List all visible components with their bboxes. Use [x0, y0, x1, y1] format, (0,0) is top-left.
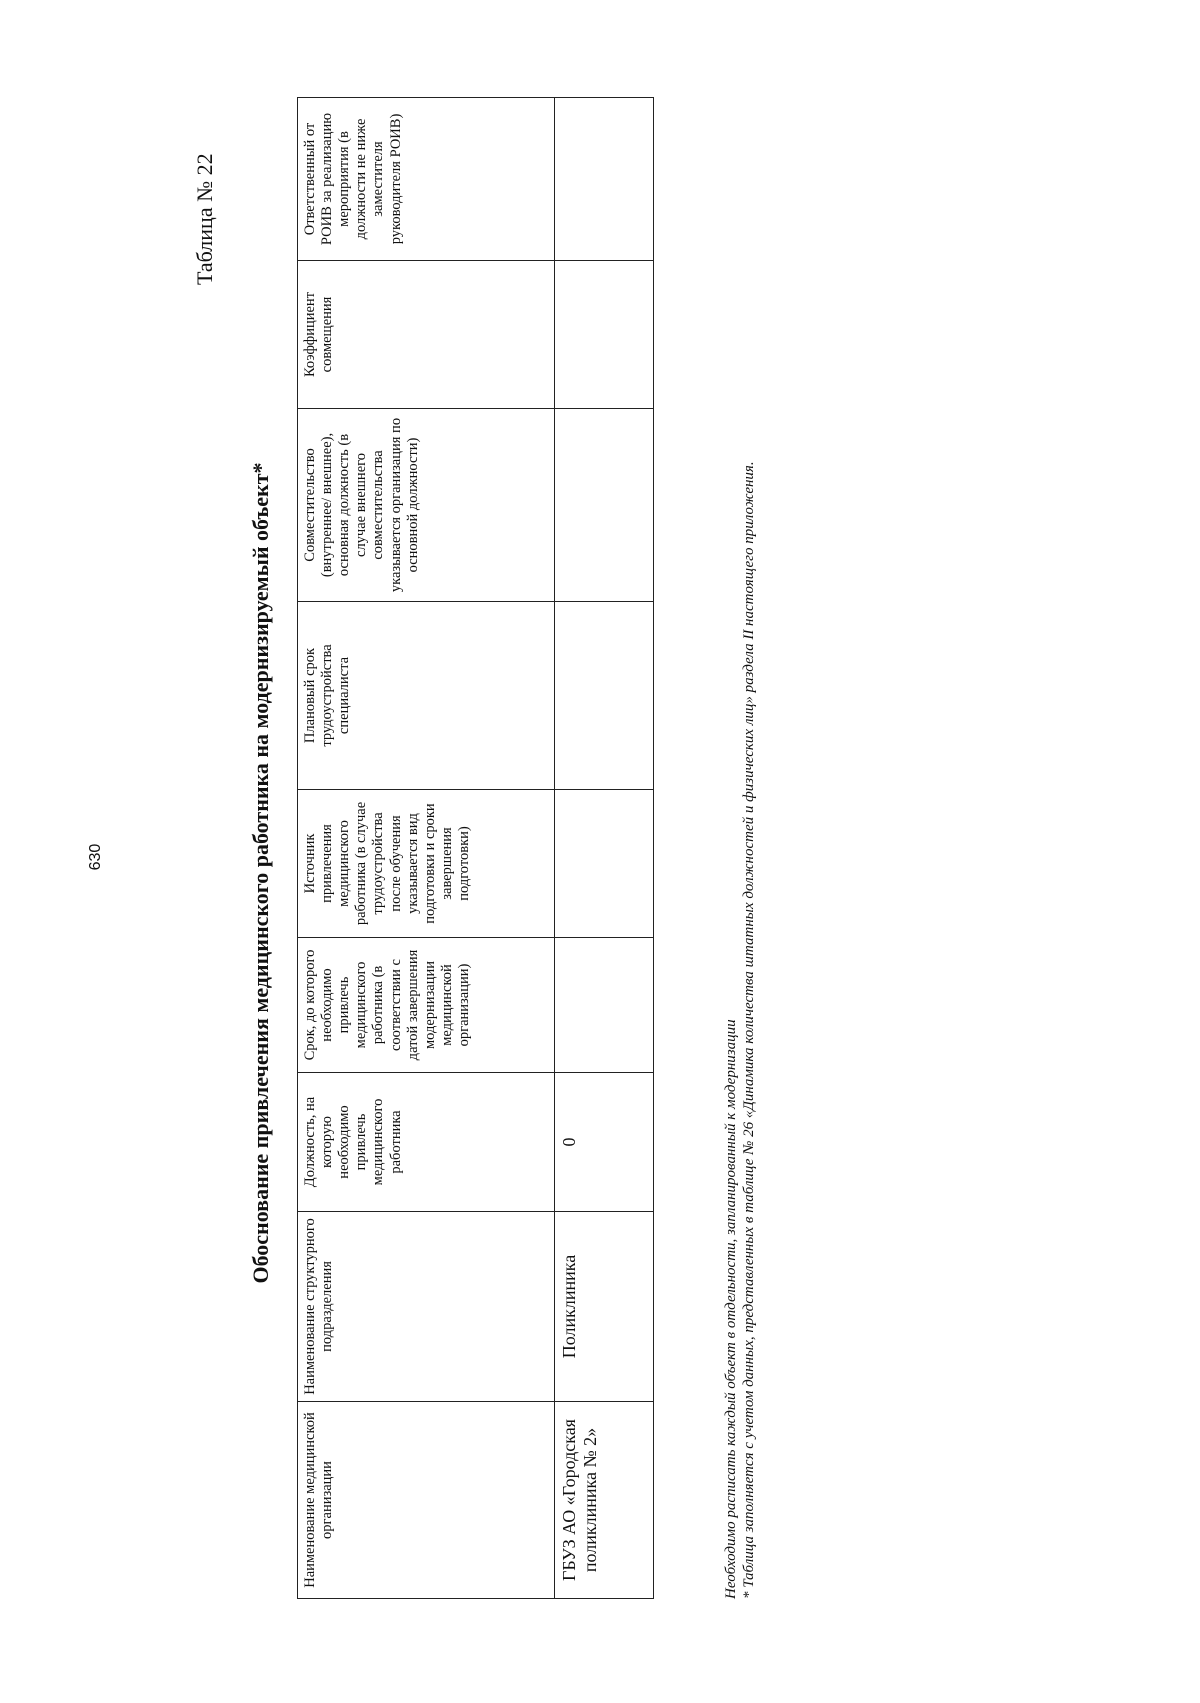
- table-row: [555, 98, 654, 1599]
- note-asterisk: * Таблица заполняется с учетом данных, представленных в таблице № 26 «Динамика количества штатных должностей и физических лиц» раздела II настоящего приложения.: [741, 461, 758, 1599]
- document-title: Обоснование привлечения медицинского работника на модернизируемый объект*: [248, 462, 273, 1284]
- note-line: Необходимо расписать каждый объект в отдельности, запланированный к модернизации: [723, 1019, 739, 1599]
- table-cell: 0: [555, 1073, 654, 1212]
- table-cell: [555, 409, 654, 602]
- table-cell: ГБУЗ АО «Городская поликлиника № 2»: [555, 1402, 654, 1599]
- header-cell: Коэффициент совмещения: [298, 261, 555, 409]
- table-cell: [555, 938, 654, 1073]
- header-cell: Ответственный от РОИВ за реализацию мероприятия (в должности не ниже заместителя руководителя РОИВ): [298, 98, 555, 261]
- header-cell: Срок, до которого необходимо привлечь медицинского работника (в соответствии с датой завершения модернизации медицинской организации): [298, 938, 555, 1073]
- table-label: Таблица № 22: [192, 153, 217, 285]
- header-cell: Должность, на которую необходимо привлечь медицинского работника: [298, 1073, 555, 1212]
- table-cell: Поликлиника: [555, 1212, 654, 1402]
- page-number: 630: [87, 843, 104, 871]
- table-cell: [555, 261, 654, 409]
- header-cell: Совместительство (внутреннее/ внешнее), основная должность (в случае внешнего совместительства указывается организация по основной должности): [298, 409, 555, 602]
- header-cell: Наименование медицинской организации: [298, 1402, 555, 1599]
- table-cell: [555, 98, 654, 261]
- table-header-row: [298, 98, 555, 1599]
- staffing-table: [297, 97, 654, 1599]
- header-cell: Источник привлечения медицинского работника (в случае трудоустройства после обучения указывается вид подготовки и сроки завершения подготовки): [298, 790, 555, 938]
- table-cell: [555, 790, 654, 938]
- table-cell: [555, 602, 654, 790]
- header-cell: Наименование структурного подразделения: [298, 1212, 555, 1402]
- header-cell: Плановый срок трудоустройства специалиста: [298, 602, 555, 790]
- footnotes: [722, 94, 759, 1599]
